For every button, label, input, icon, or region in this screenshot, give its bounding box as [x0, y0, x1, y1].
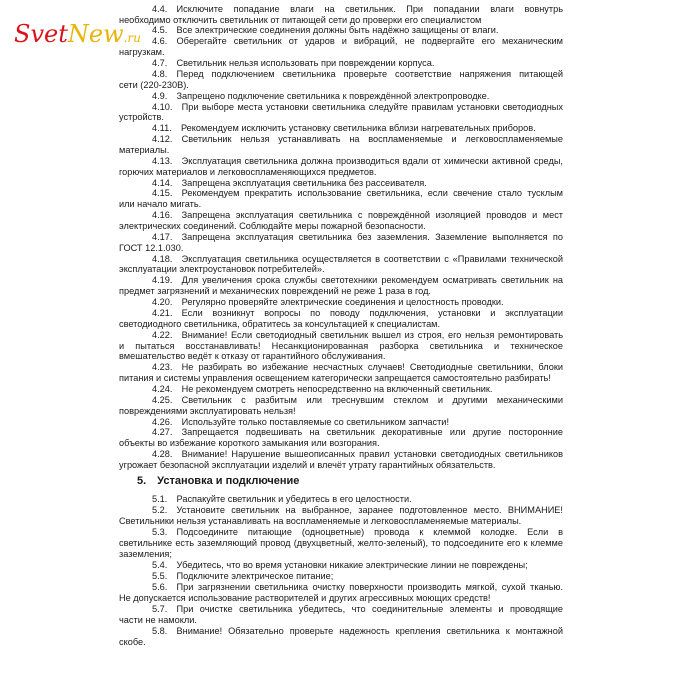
- text-line: 4.7. Светильник нельзя использовать при повреждении корпуса.: [152, 58, 435, 68]
- text-line: питания и системы управления освещением категорически запрещается самостоятельно разбирать!: [119, 373, 551, 383]
- text-line: 4.25. Светильник с разбитым или треснувшим стеклом и другими механическими: [152, 395, 563, 405]
- text-line: устройств.: [119, 112, 164, 122]
- text-line: 4.15. Рекомендуем прекратить использование светильника, если свечение стало тусклым: [152, 188, 563, 198]
- watermark-part-2: New: [67, 20, 124, 48]
- text-line: 4.8. Перед подключением светильника проверьте соответствие напряжения питающей: [152, 69, 563, 79]
- text-line: 4.19. Для увеличения срока службы светотехники рекомендуем осматривать светильник на: [152, 275, 563, 285]
- text-line: 4.23. Не разбирать во избежание несчастных случаев! Светодиодные светильники, блоки: [152, 362, 563, 372]
- text-line: 4.16. Запрещена эксплуатация светильника с повреждённой изоляцией проводов и мест: [152, 210, 563, 220]
- text-line: 4.20. Регулярно проверяйте электрические соединения и целостность проводки.: [152, 297, 504, 307]
- text-line: или начало мигать.: [119, 199, 202, 209]
- text-line: светильнике есть заземляющий провод (двухцветный, желто-зеленый), то подсоедините его к клемме: [119, 538, 563, 548]
- text-line: 4.26. Используйте только поставляемые со светильником запчасти!: [152, 417, 449, 427]
- text-line: 4.12. Светильник нельзя устанавливать на воспламеняемые и легковоспламеняемые: [152, 134, 563, 144]
- text-line: объекты во избежание короткого замыкания или возгорания.: [119, 438, 380, 448]
- text-line: 4.24. Не рекомендуем смотреть непосредственно на включенный светильник.: [152, 384, 493, 394]
- text-line: 5.7. При очистке светильника убедитесь, что соединительные элементы и проводящие: [152, 604, 563, 614]
- text-line: заземления;: [119, 549, 172, 559]
- text-line: эксплуатации электроустановок потребителей».: [119, 264, 325, 274]
- text-line: 4.28. Внимание! Нарушение вышеописанных правил установки светодиодных светильников: [152, 449, 563, 459]
- section-heading: 5. Установка и подключение: [137, 475, 300, 487]
- watermark-part-1: Svet: [14, 20, 68, 48]
- text-line: скобе.: [119, 637, 146, 647]
- text-line: 5.1. Распакуйте светильник и убедитесь в его целостности.: [152, 494, 412, 504]
- text-line: сети (220-230В).: [119, 80, 189, 90]
- text-line: 4.4. Исключите попадание влаги на светильник. При попадании влаги вовнутрь: [152, 4, 563, 14]
- text-line: необходимо отключить светильник от питающей сети до проверки его специалистом: [119, 15, 482, 25]
- watermark-part-3: .ru: [123, 31, 141, 45]
- text-line: 5.8. Внимание! Обязательно проверьте надежность крепления светильника к монтажной: [152, 626, 563, 636]
- text-line: 4.11. Рекомендуем исключить установку светильника вблизи нагревательных приборов.: [152, 123, 536, 133]
- text-line: 5.5. Подключите электрическое питание;: [152, 571, 334, 581]
- text-line: 4.10. При выборе места установки светильника следуйте правилам установки светодиодных: [152, 102, 563, 112]
- text-line: электрических соединений. Соблюдайте меры пожарной безопасности.: [119, 221, 426, 231]
- text-line: вмешательство ведёт к отказу от гарантийного обслуживания.: [119, 351, 386, 361]
- text-line: Светильники нельзя устанавливать на воспламеняемые и легковоспламеняемые материалы.: [119, 516, 522, 526]
- text-line: Не допускается использование растворителей и других агрессивных моющих средств!: [119, 593, 491, 603]
- text-line: 5.4. Убедитесь, что во время установки никакие электрические линии не повреждены;: [152, 560, 528, 570]
- text-line: 4.17. Запрещена эксплуатация светильника без заземления. Заземление выполняется по: [152, 232, 563, 242]
- text-line: ГОСТ 12.1.030.: [119, 243, 184, 253]
- text-line: 4.13. Эксплуатация светильника должна производиться вдали от химически активной среды,: [152, 156, 563, 166]
- text-line: предмет загрязнений и механических повреждений не реже 1 раза в год.: [119, 286, 431, 296]
- text-line: горючих материалов и легковоспламеняющихся предметов.: [119, 167, 377, 177]
- text-line: 4.9. Запрещено подключение светильника к повреждённой электропроводке.: [152, 91, 490, 101]
- text-line: 5.3. Подсоедините питающие (одноцветные) провода к клеммой колодке. Если в: [152, 527, 563, 537]
- text-line: нагрузкам.: [119, 47, 165, 57]
- text-line: повреждениями эксплуатировать нельзя!: [119, 406, 296, 416]
- text-line: светодиодного светильника, обратитесь за консультацией к специалистам.: [119, 319, 441, 329]
- text-line: 4.21. Если возникнут вопросы по поводу подключения, установки и эксплуатации: [152, 308, 563, 318]
- text-line: части не намокли.: [119, 615, 197, 625]
- text-line: 5.2. Установите светильник на выбранное, заранее подготовленное место. ВНИМАНИЕ!: [152, 505, 563, 515]
- svetnew-watermark-logo: [14, 20, 141, 48]
- text-line: 4.14. Запрещена эксплуатация светильника без рассеивателя.: [152, 178, 427, 188]
- text-line: 4.6. Оберегайте светильник от ударов и вибраций, не подвергайте его механическим: [152, 36, 563, 46]
- text-line: 4.5. Все электрические соединения должны быть надёжно защищены от влаги.: [152, 25, 499, 35]
- text-line: 4.22. Внимание! Если светодиодный светильник вышел из строя, его нельзя ремонтировать: [152, 330, 563, 340]
- text-line: угрожает безопасной эксплуатации изделий и влечёт утрату гарантийных обязательств.: [119, 460, 496, 470]
- text-line: 5.6. При загрязнении светильника очистку поверхности производить мягкой, сухой тканью.: [152, 582, 563, 592]
- text-line: 4.18. Эксплуатация светильника осуществляется в соответствии с «Правилами технической: [152, 254, 563, 264]
- text-line: и пытаться восстанавливать! Несанкционированная разборка светильника и техническое: [119, 341, 563, 351]
- text-line: материалы.: [119, 145, 170, 155]
- text-line: 4.27. Запрещается подвешивать на светильник декоративные или другие посторонние: [152, 427, 563, 437]
